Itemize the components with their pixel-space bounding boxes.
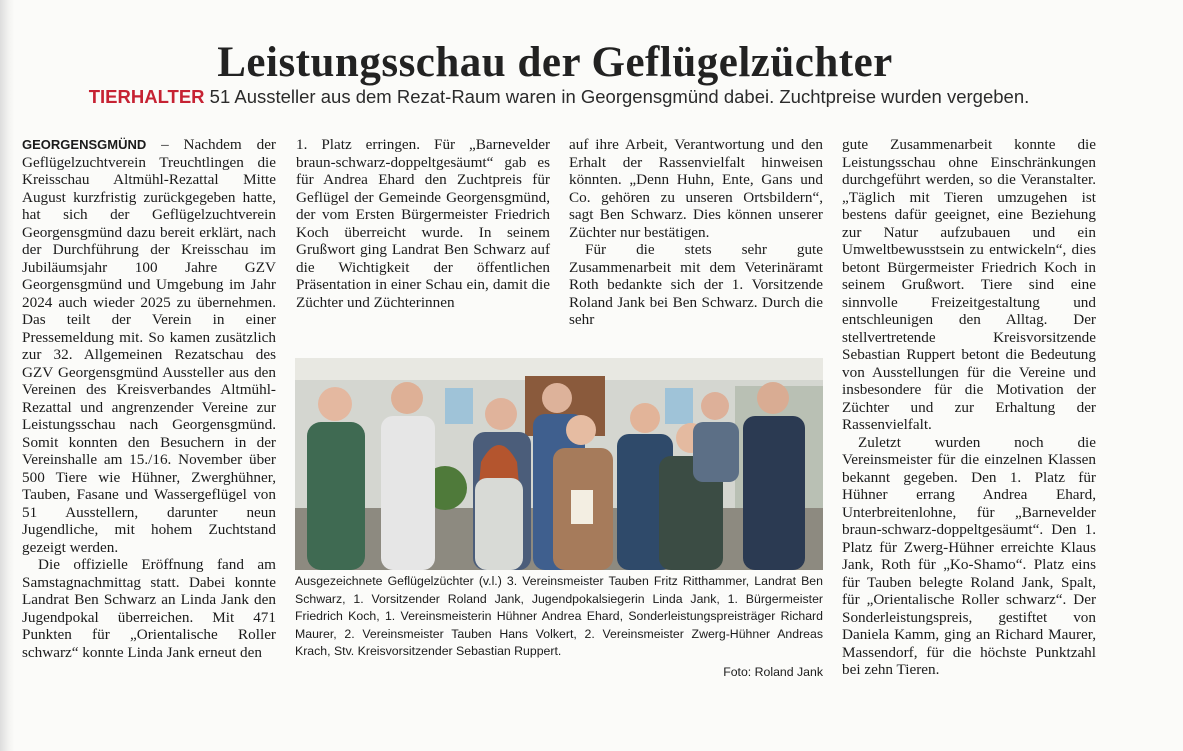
paragraph: 1. Platz erringen. Für „Barnevelder braun-schwarz-doppeltgesäumt“ gab es für Andrea Ehard den Zuchtpreis für Geflügel der Gemeinde Georgensgmünd, der vom Ersten Bürgermeister Friedrich Koch überreicht wurde. In seinem Grußwort ging Landrat Ben Schwarz auf die Wichtigkeit der öffentlichen Präsentation in einer Schau ein, damit die Züchter und Züchterinnen xyxy=(296,136,550,311)
paragraph: Die offizielle Eröffnung fand am Samstagnachmittag statt. Dabei konnte Landrat Ben Schwarz an Linda Jank den Jugendpokal überreichen. Mit 471 Punkten für „Orientalische Roller schwarz“ konnte Linda Jank erneut den xyxy=(22,556,276,661)
article-column-3 xyxy=(569,136,823,329)
paragraph: Für die stets sehr gute Zusammenarbeit mit dem Veterinäramt Roth bedankte sich der 1. Vorsitzende Roland Jank bei Ben Schwarz. Durch die sehr xyxy=(569,241,823,328)
article-column-2 xyxy=(296,136,550,311)
photo-credit: Foto: Roland Jank xyxy=(723,665,823,679)
article-column-1 xyxy=(22,136,276,661)
group-photo-illustration xyxy=(295,358,823,570)
subheadline-text: 51 Aussteller aus dem Rezat-Raum waren in Georgensgmünd dabei. Zuchtpreise wurden vergeben. xyxy=(209,86,1030,107)
article-column-4 xyxy=(842,136,1096,679)
dateline: GEORGENSGMÜND xyxy=(22,137,147,152)
subheadline xyxy=(0,84,1118,110)
paragraph: gute Zusammenarbeit konnte die Leistungsschau ohne Einschränkungen durchgeführt werden, so die Veranstalter. „Täglich mit Tieren umzugehen ist bestens dafür geeignet, eine Beziehung zur Natur aufzubauen und ein Umweltbewusstsein zu entwickeln“, dies betont Bürgermeister Friedrich Koch in seinem Grußwort. Tiere sind eine sinnvolle Freizeitgestaltung und entschleunigen den Alltag. Der stellvertretende Kreisvorsitzende Sebastian Ruppert betont die Bedeutung von Ausstellungen für die Vereine und insbesondere für die Motivation der Züchter und zur Erhaltung der Rassenvielfalt. xyxy=(842,136,1096,433)
paragraph: auf ihre Arbeit, Verantwortung und den Erhalt der Rassenvielfalt hinweisen könnten. „Denn Huhn, Ente, Gans und Co. gehören zu unseren Ortsbildern“, sagt Ben Schwarz. Dies können unserer Züchter nur bestätigen. xyxy=(569,136,823,241)
page-edge xyxy=(0,0,14,751)
headline: Leistungsschau der Geflügelzüchter xyxy=(217,38,893,86)
paragraph: Zuletzt wurden noch die Vereinsmeister für die einzelnen Klassen bekannt gegeben. Den 1. Platz für Hühner errang Andrea Ehard, Unterbreitenlohne, für „Barnevelder braun-schwarz-doppeltgesäumt“. Den 1. Platz für Zwerg-Hühner erreichte Klaus Jank, Roth für „Ko-Shamo“. Platz eins für Tauben belegte Roland Jank, Spalt, für „Orientalische Roller schwarz“. Der Sonderleistungspreis, gestiftet von Daniela Kamm, ging an Richard Maurer, Massendorf, für die höchste Punktzahl bei zehn Tieren. xyxy=(842,433,1096,678)
photo-caption: Ausgezeichnete Geflügelzüchter (v.l.) 3. Vereinsmeister Tauben Fritz Ritthammer, Landrat Ben Schwarz, 1. Vorsitzender Roland Jank, Jugendpokalsiegerin Linda Jank, 1. Bürgermeister Friedrich Koch, 1. Vereinsmeisterin Hühner Andrea Ehard, Sonderleistungspreisträger Richard Maurer, 2. Vereinsmeister Tauben Hans Volkert, 2. Vereinsmeister Zwerg-Hühner Andreas Krach, Stv. Kreisvorsitzender Sebastian Ruppert. xyxy=(295,574,823,658)
paragraph-text: – Nachdem der Geflügelzuchtverein Treuchtlingen die Kreisschau Altmühl-Rezattal Mitte August kurzfristig zurückgegeben hatte, hat sich der Geflügelzuchtverein Georgensgmünd dazu bereit erklärt, nach der Durchführung der Kreisschau im Jubiläumsjahr 100 Jahre GZV Georgensgmünd und Umgebung im Jahr 2024 auch wieder 2025 zu übernehmen. Das teilt der Verein in einer Pressemeldung mit. So kamen zusätzlich zur 32. Allgemeinen Rezatschau des GZV Georgensgmünd Aussteller aus den Vereinen des Kreisverbandes Altmühl-Rezattal und angrenzender Vereine zur Leistungsschau nach Georgensgmünd. Somit konnten den Besuchern in der Vereinshalle am 15./16. November über 500 Tiere wie Hühner, Zwerghühner, Tauben, Fasane und Wassergeflügel von 51 Ausstellern, darunter neun Jugendliche, mit hohem Zuchtstand gezeigt werden. xyxy=(22,136,276,556)
kicker: TIERHALTER xyxy=(88,86,205,107)
paragraph xyxy=(22,136,276,556)
group-photo xyxy=(295,358,823,570)
